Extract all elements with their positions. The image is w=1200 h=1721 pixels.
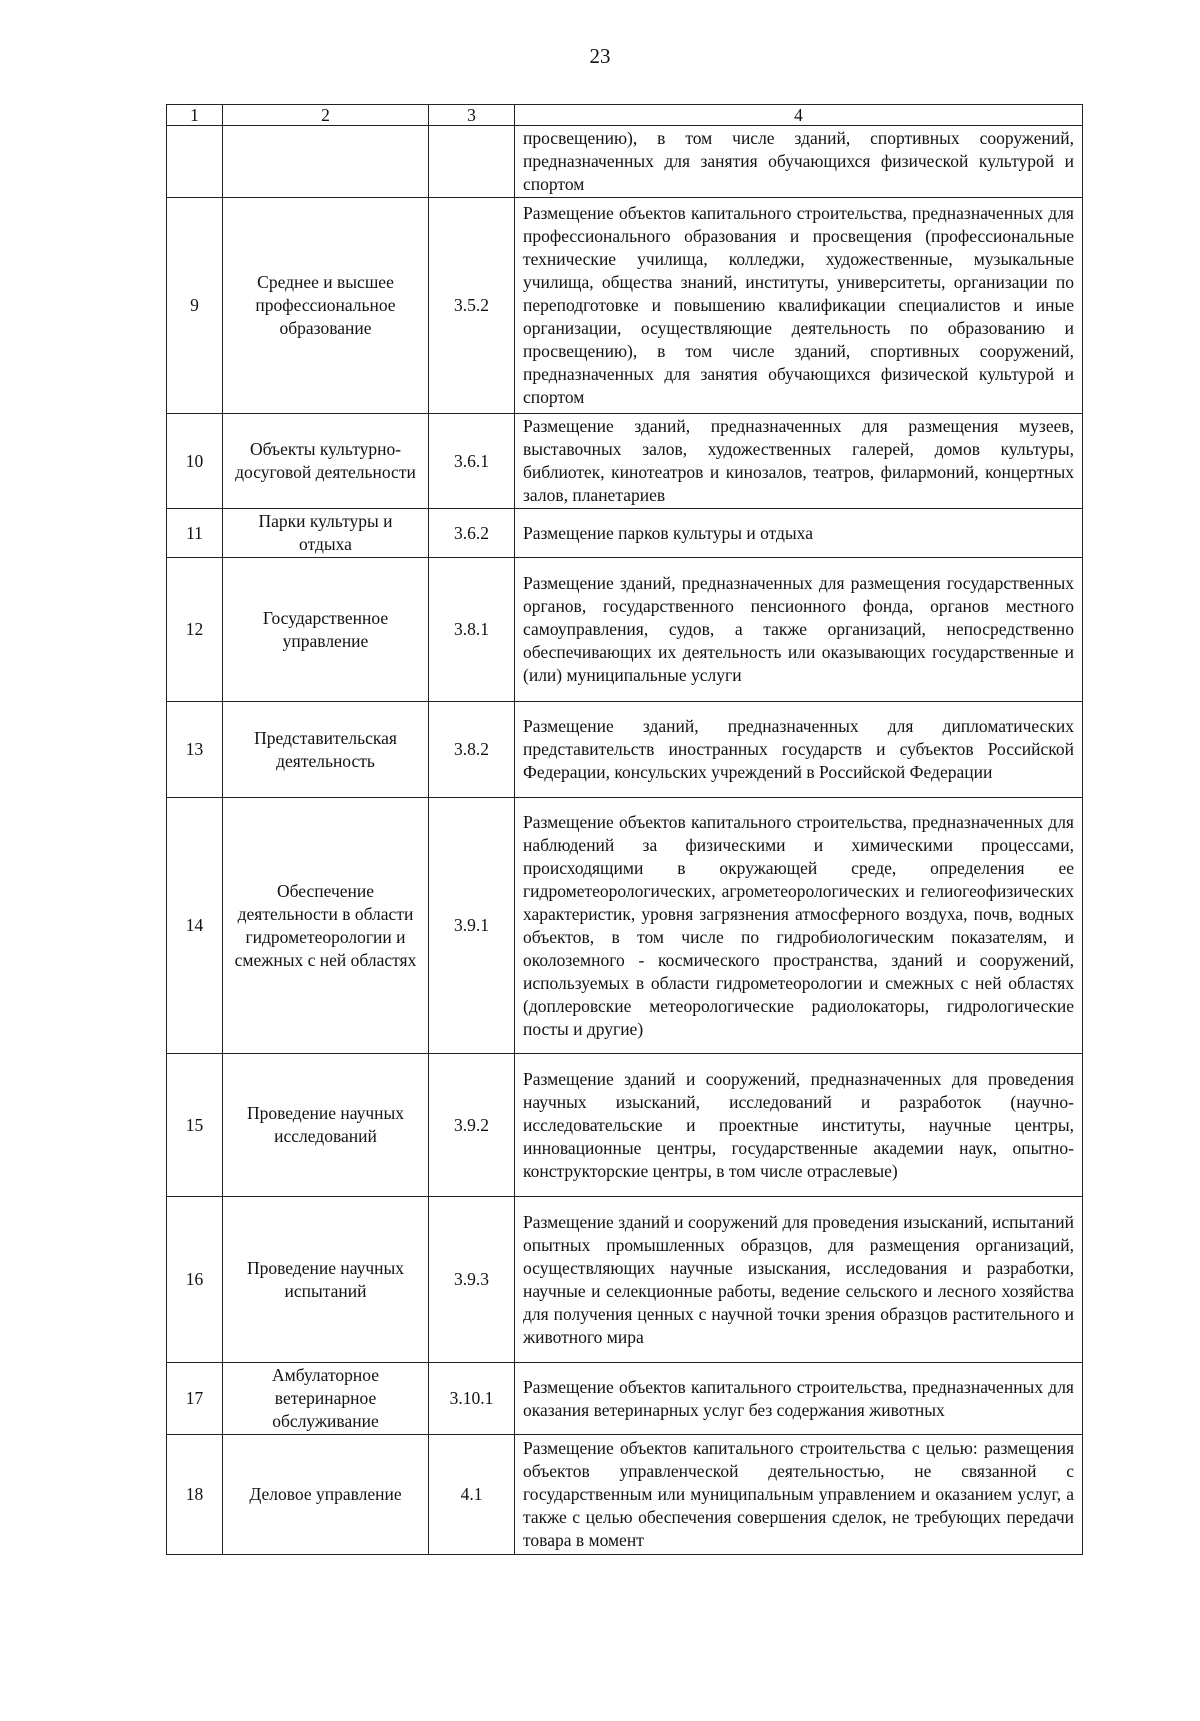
row-description: Размещение зданий, предназначенных для размещения государственных органов, государственного пенсионного фонда, органов местного самоуправления, судов, а также организаций, непосредственно обеспечивающих их деятельность или оказывающих государственные и (или) муниципальные услуги	[515, 558, 1083, 702]
table-row	[167, 1054, 1083, 1197]
header-col-2: 2	[223, 105, 429, 126]
row-name: Представительская деятельность	[223, 702, 429, 798]
header-col-1: 1	[167, 105, 223, 126]
row-name: Обеспечение деятельности в области гидрометеорологии и смежных с ней областях	[223, 798, 429, 1054]
row-description: Размещение объектов капитального строительства, предназначенных для наблюдений за физическими и химическими процессами, происходящими в окружающей среде, определения ее гидрометеорологических, агрометеорологических и гелиогеофизических характеристик, уровня загрязнения атмосферного воздуха, почв, водных объектов, в том числе по гидробиологическим показателям, и околоземного - космического пространства, зданий и сооружений, используемых в области гидрометеорологии и смежных с ней областях (доплеровские метеорологические радиолокаторы, гидрологические посты и другие)	[515, 798, 1083, 1054]
header-col-4: 4	[515, 105, 1083, 126]
page-number: 23	[589, 44, 611, 68]
row-description: просвещению), в том числе зданий, спортивных сооружений, предназначенных для занятия обучающихся физической культурой и спортом	[515, 126, 1083, 198]
table-row	[167, 198, 1083, 414]
row-name: Проведение научных испытаний	[223, 1197, 429, 1363]
table-row	[167, 126, 1083, 198]
row-code: 3.6.1	[429, 414, 515, 509]
table-header-row	[167, 105, 1083, 126]
row-code	[429, 126, 515, 198]
row-number: 17	[167, 1363, 223, 1435]
row-number: 11	[167, 509, 223, 558]
row-code: 3.9.2	[429, 1054, 515, 1197]
table-row	[167, 798, 1083, 1054]
row-description: Размещение парков культуры и отдыха	[515, 509, 1083, 558]
row-number: 12	[167, 558, 223, 702]
row-name: Государственное управление	[223, 558, 429, 702]
row-number: 9	[167, 198, 223, 414]
row-code: 3.9.3	[429, 1197, 515, 1363]
row-description: Размещение объектов капитального строительства с целью: размещения объектов управленческой деятельностью, не связанной с государственным или муниципальным управлением и оказанием услуг, а также с целью обеспечения совершения сделок, не требующих передачи товара в момент	[515, 1435, 1083, 1555]
row-description: Размещение зданий, предназначенных для дипломатических представительств иностранных государств и субъектов Российской Федерации, консульских учреждений в Российской Федерации	[515, 702, 1083, 798]
row-name	[223, 126, 429, 198]
row-number: 10	[167, 414, 223, 509]
table-row	[167, 1435, 1083, 1555]
row-number	[167, 126, 223, 198]
row-description: Размещение объектов капитального строительства, предназначенных для профессионального образования и просвещения (профессиональные технические училища, колледжи, художественные, музыкальные училища, общества знаний, институты, университеты, организации по переподготовке и повышению квалификации специалистов и иные организации, осуществляющие деятельность по образованию и просвещению), в том числе зданий, спортивных сооружений, предназначенных для занятия обучающихся физической культурой и спортом	[515, 198, 1083, 414]
row-name: Парки культуры и отдыха	[223, 509, 429, 558]
row-code: 4.1	[429, 1435, 515, 1555]
row-code: 3.5.2	[429, 198, 515, 414]
row-number: 18	[167, 1435, 223, 1555]
header-col-3: 3	[429, 105, 515, 126]
row-code: 3.8.1	[429, 558, 515, 702]
row-code: 3.9.1	[429, 798, 515, 1054]
table-row	[167, 414, 1083, 509]
table-row	[167, 509, 1083, 558]
row-name: Среднее и высшее профессиональное образование	[223, 198, 429, 414]
table-row	[167, 1363, 1083, 1435]
row-number: 16	[167, 1197, 223, 1363]
row-code: 3.6.2	[429, 509, 515, 558]
row-description: Размещение зданий, предназначенных для размещения музеев, выставочных залов, художественных галерей, домов культуры, библиотек, кинотеатров и кинозалов, театров, филармоний, концертных залов, планетариев	[515, 414, 1083, 509]
row-name: Деловое управление	[223, 1435, 429, 1555]
row-description: Размещение зданий и сооружений, предназначенных для проведения научных изысканий, исследований и разработок (научно-исследовательские и проектные институты, научные центры, инновационные центры, государственные академии наук, опытно-конструкторские центры, в том числе отраслевые)	[515, 1054, 1083, 1197]
row-description: Размещение объектов капитального строительства, предназначенных для оказания ветеринарных услуг без содержания животных	[515, 1363, 1083, 1435]
row-code: 3.8.2	[429, 702, 515, 798]
table-row	[167, 1197, 1083, 1363]
row-name: Амбулаторное ветеринарное обслуживание	[223, 1363, 429, 1435]
row-number: 15	[167, 1054, 223, 1197]
row-description: Размещение зданий и сооружений для проведения изысканий, испытаний опытных промышленных образцов, для размещения организаций, осуществляющих научные изыскания, исследования и разработки, научные и селекционные работы, ведение сельского и лесного хозяйства для получения ценных с научной точки зрения образцов растительного и животного мира	[515, 1197, 1083, 1363]
row-number: 13	[167, 702, 223, 798]
row-name: Объекты культурно-досуговой деятельности	[223, 414, 429, 509]
row-name: Проведение научных исследований	[223, 1054, 429, 1197]
row-number: 14	[167, 798, 223, 1054]
table-row	[167, 558, 1083, 702]
table-row	[167, 702, 1083, 798]
land-use-table	[166, 104, 1083, 1555]
row-code: 3.10.1	[429, 1363, 515, 1435]
